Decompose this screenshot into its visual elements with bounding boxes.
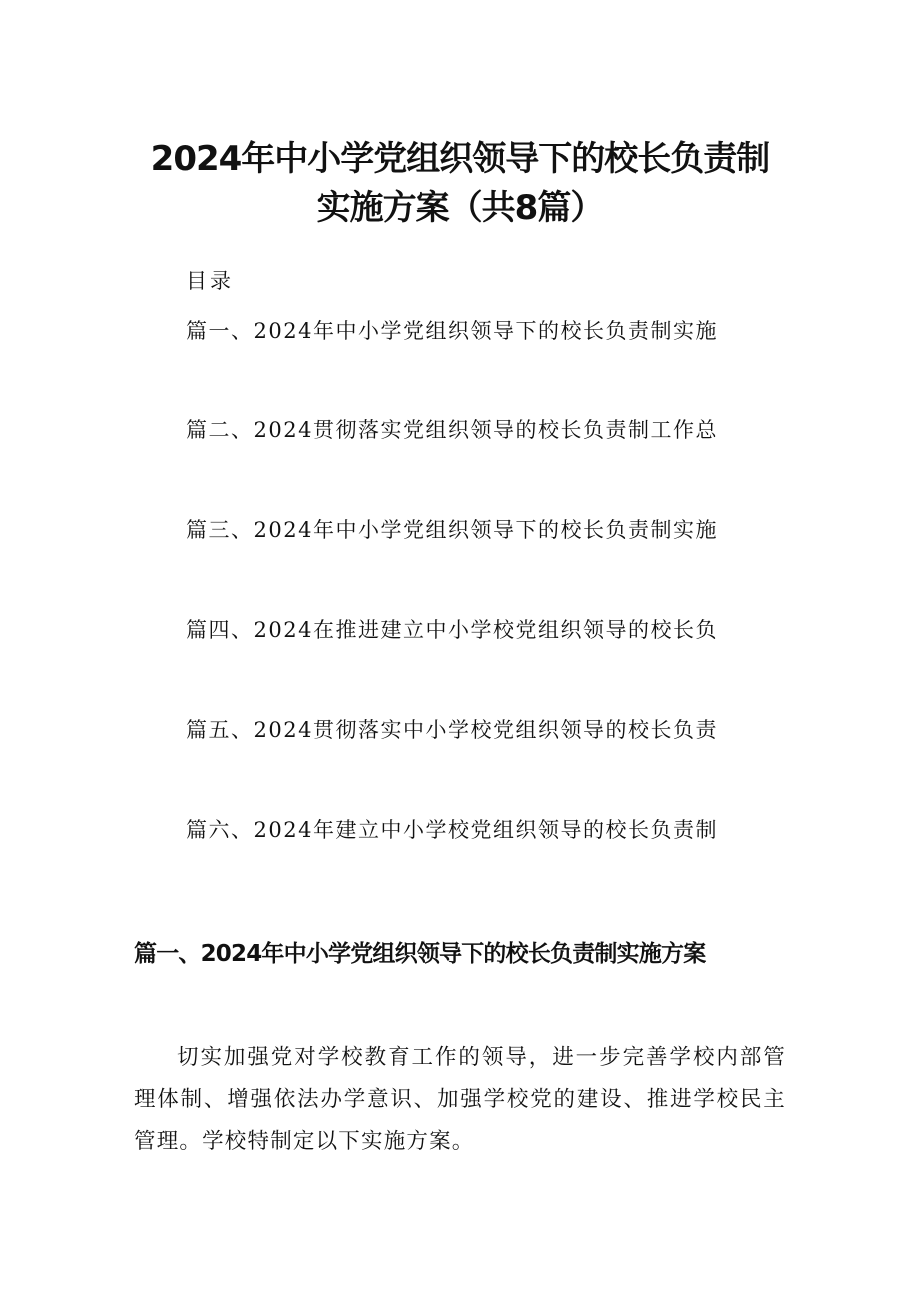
toc-item[interactable]: 篇四、2024在推进建立中小学校党组织领导的校长负 [186,618,718,642]
toc-item[interactable]: 篇一、2024年中小学党组织领导下的校长负责制实施 [186,319,718,343]
toc-item[interactable]: 篇五、2024贯彻落实中小学校党组织领导的校长负责 [186,718,718,742]
toc-item[interactable]: 篇六、2024年建立中小学校党组织领导的校长负责制 [186,818,718,842]
toc-item[interactable]: 篇三、2024年中小学党组织领导下的校长负责制实施 [186,518,718,542]
document-title-line-1: 2024年中小学党组织领导下的校长负责制 [150,139,770,179]
document-title-line-2: 实施方案（共8篇） [316,188,604,228]
toc-heading: 目录 [186,269,234,293]
section-title: 篇一、2024年中小学党组织领导下的校长负责制实施方案 [134,941,706,967]
body-paragraph: 切实加强党对学校教育工作的领导，进一步完善学校内部管理体制、增强依法办学意识、加强学校党的建设、推进学校民主管理。学校特制定以下实施方案。 [134,1045,786,1154]
toc-item[interactable]: 篇二、2024贯彻落实党组织领导的校长负责制工作总 [186,418,718,442]
